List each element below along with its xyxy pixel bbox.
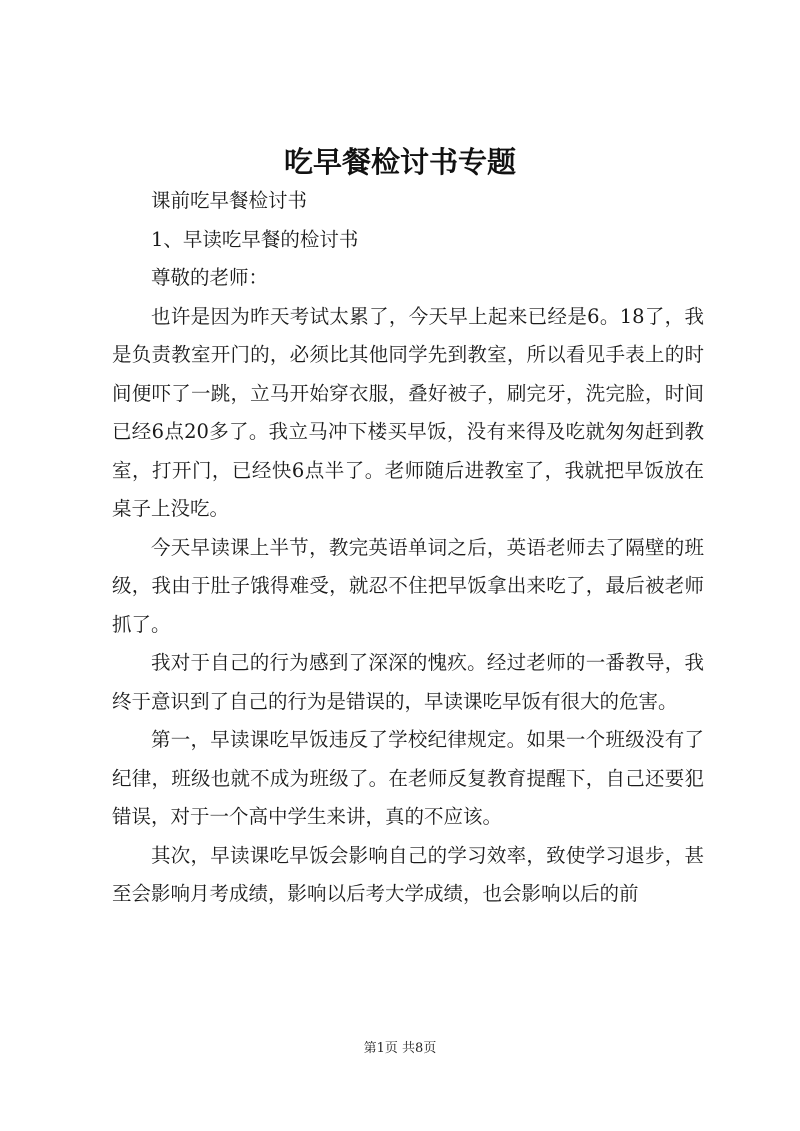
page-footer: 第1页 共8页 bbox=[363, 1041, 437, 1056]
paragraph: 第一，早读课吃早饭违反了学校纪律规定。如果一个班级没有了纪律，班级也就不成为班级了。在老师反复教育提醒下，自己还要犯错误，对于一个高中学生来讲，真的不应该。 bbox=[112, 728, 704, 828]
subsection-heading: 1、早读吃早餐的检讨书 bbox=[151, 227, 359, 251]
paragraph: 也许是因为昨天考试太累了，今天早上起来已经是6。18了，我是负责教室开门的，必须比其他同学先到教室，所以看见手表上的时间便吓了一跳，立马开始穿衣服，叠好被子，刷完牙，洗完脸，时间已经6点20多了。我立马冲下楼买早饭，没有来得及吃就匆匆赶到教室，打开门，已经快6点半了。老师随后进教室了，我就把早饭放在桌子上没吃。 bbox=[112, 304, 704, 520]
document-body bbox=[112, 182, 704, 914]
paragraph: 今天早读课上半节，教完英语单词之后，英语老师去了隔壁的班级，我由于肚子饿得难受，就忍不住把早饭拿出来吃了，最后被老师抓了。 bbox=[112, 535, 704, 636]
document-title: 吃早餐检讨书专题 bbox=[283, 145, 516, 179]
paragraph: 其次，早读课吃早饭会影响自己的学习效率，致使学习退步，甚至会影响月考成绩，影响以后考大学成绩，也会影响以后的前 bbox=[112, 843, 704, 905]
section-heading: 课前吃早餐检讨书 bbox=[151, 189, 308, 212]
salutation: 尊敬的老师： bbox=[151, 266, 269, 289]
paragraph: 我对于自己的行为感到了深深的愧疚。经过老师的一番教导，我终于意识到了自己的行为是错误的，早读课吃早饭有很大的危害。 bbox=[112, 651, 704, 713]
